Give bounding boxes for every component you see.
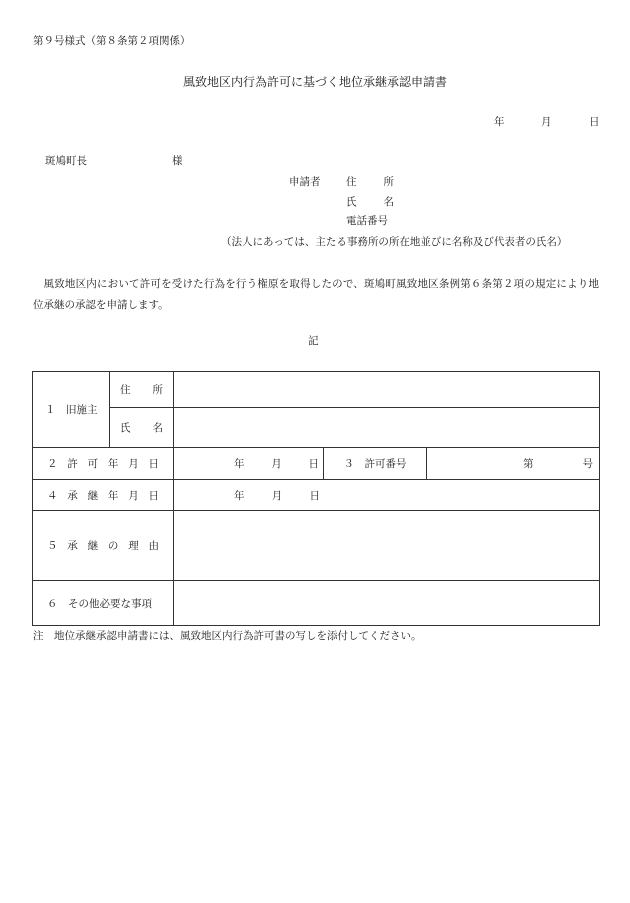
applicant-label: 申請者 — [289, 176, 321, 188]
cell-char: 承 — [67, 489, 78, 502]
footnote: 注 地位承継承認申請書には、風致地区内行為許可書の写しを添付してください。 — [33, 630, 422, 642]
cell-char: 承 — [67, 540, 78, 552]
former-owner-address-field[interactable] — [174, 372, 600, 408]
cell-char: 日 — [308, 458, 319, 470]
cell-char: 年 — [107, 489, 119, 502]
cell-char: 年 — [107, 458, 119, 470]
cell-char: 日 — [148, 458, 159, 470]
former-owner-name-field[interactable] — [174, 408, 600, 448]
address-label-char: 住 — [346, 176, 357, 188]
date-day-label: 日 — [589, 116, 600, 128]
cell-char: 月 — [128, 458, 139, 470]
permit-date-label — [33, 448, 174, 480]
document-title: 風致地区内行為許可に基づく地位承継承認申請書 — [182, 75, 447, 89]
cell-char: 名 — [152, 422, 163, 434]
cell-char: 第 — [523, 458, 534, 470]
form-number: 第９号様式（第８条第２項関係） — [33, 35, 191, 47]
cell-char: 号 — [582, 458, 594, 470]
addressee-name: 斑鳩町長 — [45, 155, 87, 167]
cell-char: 日 — [309, 489, 320, 502]
name-label-char: 名 — [383, 196, 394, 208]
request-body-text: 風致地区内において許可を受けた行為を行う権原を取得したので、斑鳩町風致地区条例第６条第２項の規定により地位承継の承認を申請します。 — [33, 278, 599, 311]
table-row — [33, 511, 600, 581]
other-matters-label: ６ その他必要な事項 — [33, 581, 174, 626]
succession-reason-field[interactable] — [174, 511, 600, 581]
applicant-address-label — [346, 177, 394, 188]
application-table — [32, 371, 600, 626]
cell-char: 許 — [67, 458, 78, 470]
table-row — [33, 480, 600, 511]
corporation-note: （法人にあっては、主たる事務所の所在地並びに名称及び代表者の氏名） — [221, 236, 568, 248]
cell-char: 月 — [128, 489, 139, 502]
cell-char: 可 — [87, 458, 99, 470]
succession-date-field[interactable] — [174, 480, 600, 511]
succession-date-label — [33, 480, 174, 511]
cell-char: の — [107, 540, 119, 552]
cell-char: 氏 — [120, 422, 131, 434]
former-owner-name-label — [110, 408, 174, 448]
applicant-name-label — [346, 197, 394, 208]
address-label-char: 所 — [383, 176, 394, 188]
addressee-honorific: 様 — [172, 155, 183, 167]
cell-char: 月 — [271, 489, 283, 502]
other-matters-field[interactable] — [174, 581, 600, 626]
date-year-label: 年 — [494, 116, 505, 128]
former-owner-label: １ 旧施主 — [33, 372, 110, 448]
cell-char: ５ — [47, 540, 58, 552]
ki-heading: 記 — [308, 335, 319, 347]
date-month-label: 月 — [541, 116, 552, 128]
cell-char: 所 — [152, 384, 163, 396]
permit-date-field[interactable] — [174, 448, 324, 480]
table-row — [33, 448, 600, 480]
cell-char: 住 — [120, 384, 131, 396]
cell-char: ４ — [47, 489, 58, 502]
permit-number-label: ３ 許可番号 — [324, 448, 427, 480]
table-row — [33, 581, 600, 626]
cell-char: 年 — [234, 458, 245, 470]
cell-char: 由 — [148, 540, 159, 552]
applicant-phone-label: 電話番号 — [346, 215, 388, 227]
cell-char: 月 — [271, 458, 282, 470]
cell-char: 日 — [148, 489, 159, 502]
table-row — [33, 408, 600, 448]
cell-char: 年 — [234, 489, 245, 502]
table-row — [33, 372, 600, 408]
succession-reason-label — [33, 511, 174, 581]
permit-number-field[interactable] — [427, 448, 600, 480]
cell-char: ２ — [47, 458, 58, 470]
former-owner-address-label — [110, 372, 174, 408]
cell-char: 継 — [87, 540, 99, 552]
name-label-char: 氏 — [346, 196, 357, 208]
cell-char: 継 — [87, 489, 99, 502]
cell-char: 理 — [128, 540, 139, 552]
